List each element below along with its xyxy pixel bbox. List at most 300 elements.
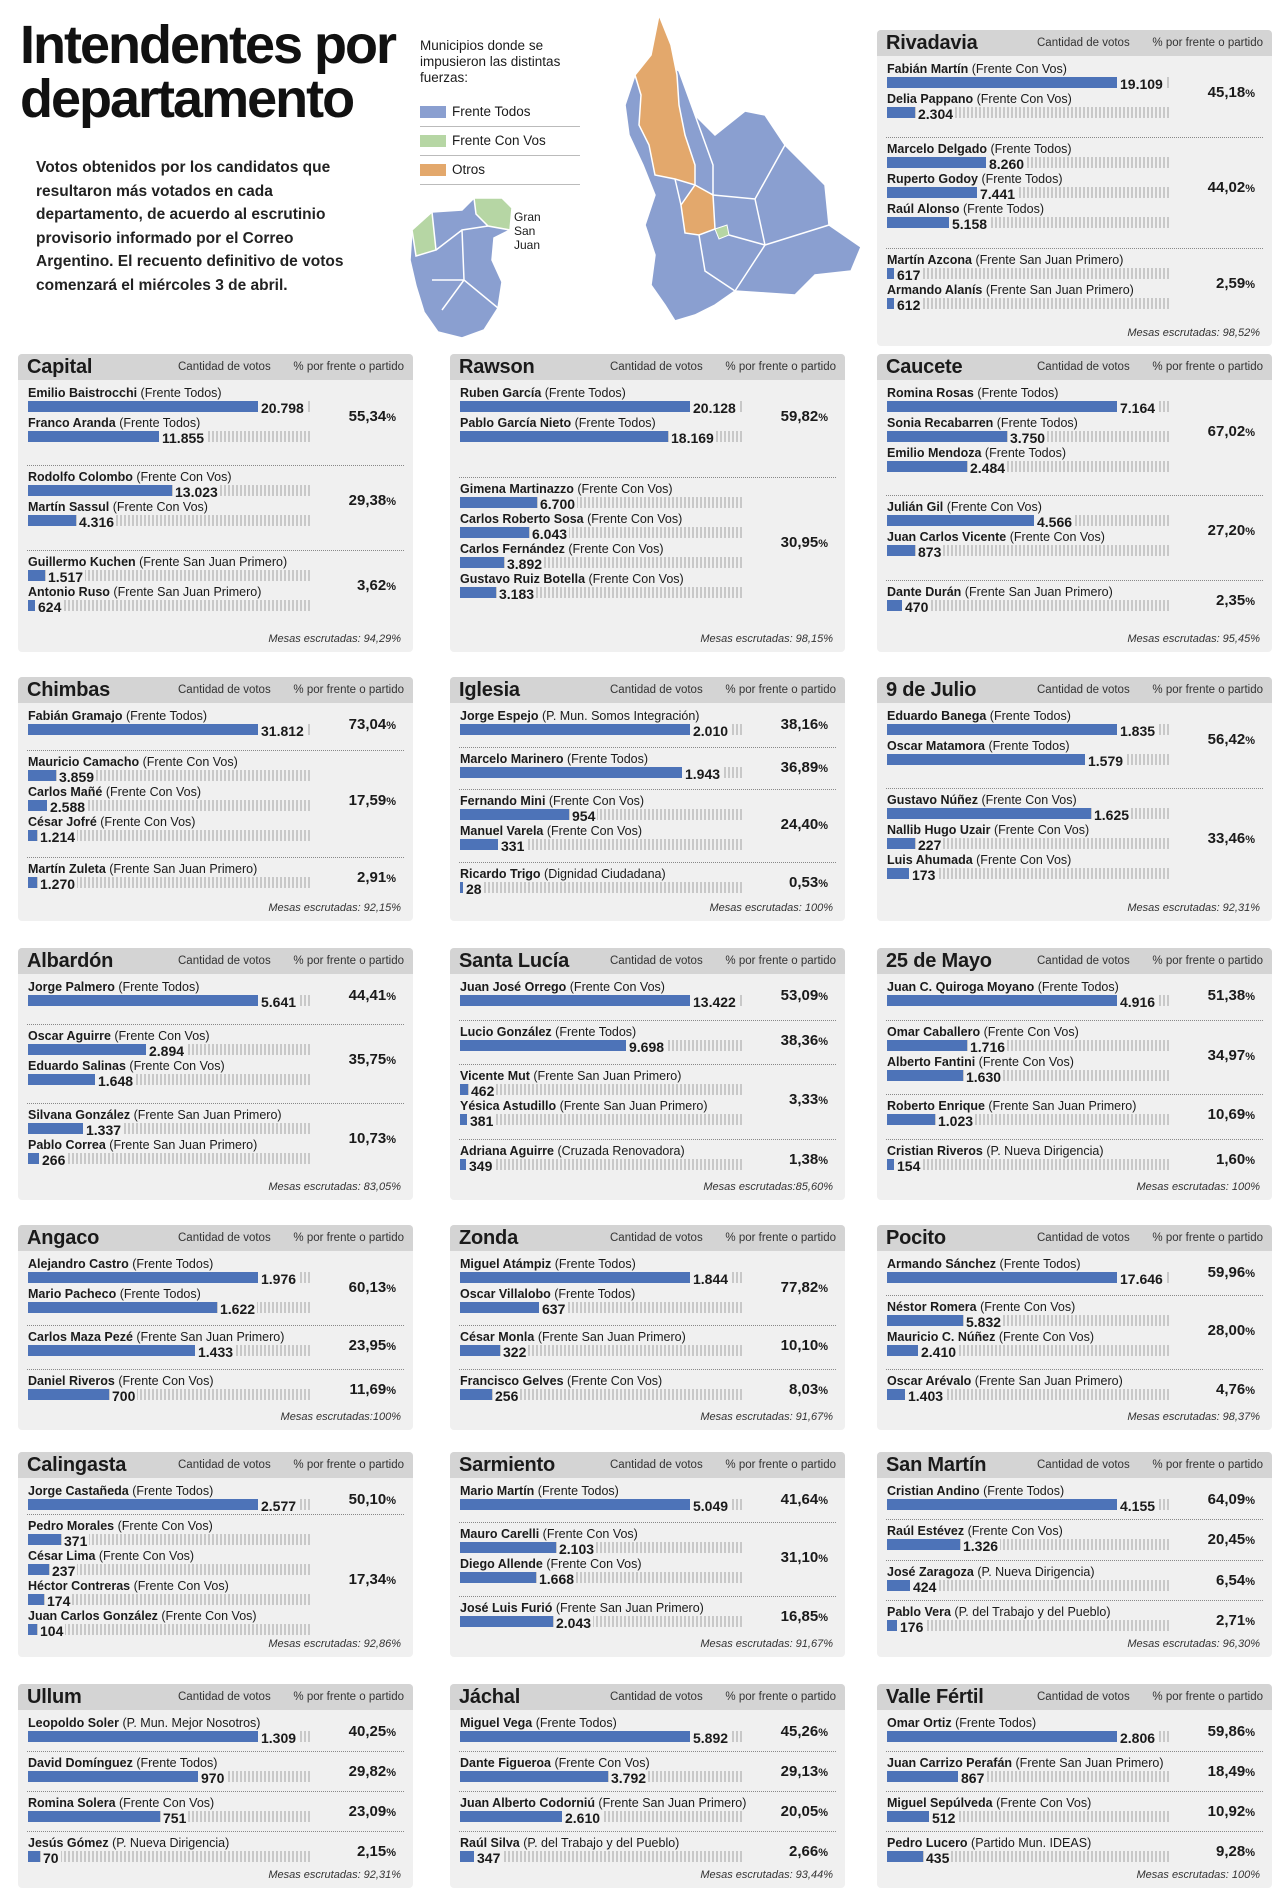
candidate-row <box>27 414 404 444</box>
vote-bar <box>460 1302 539 1313</box>
candidate-row <box>886 1834 1263 1864</box>
candidate-name: Carlos Mañé (Frente Con Vos) <box>28 785 201 800</box>
candidate-row <box>27 1255 404 1285</box>
vote-bar <box>28 1811 160 1822</box>
department-name: Rivadavia <box>886 31 978 54</box>
vote-bar <box>28 1594 44 1605</box>
party-percentage: 10,10% <box>780 1337 828 1355</box>
candidate-party: (P. del Trabajo y del Pueblo) <box>950 1604 1111 1619</box>
mesas-escrutadas: Mesas escrutadas: 83,05% <box>268 1181 401 1193</box>
candidate-name: Eduardo Salinas (Frente Con Vos) <box>28 1059 225 1073</box>
candidate-row <box>886 90 1263 120</box>
party-percentage: 2,91% <box>357 868 396 886</box>
vote-count: 266 <box>42 1152 66 1168</box>
party-group <box>459 1140 836 1184</box>
party-group <box>27 1712 404 1752</box>
candidate-row <box>459 1599 836 1629</box>
candidate-party: (Frente Todos) <box>128 1484 214 1498</box>
party-group <box>886 581 1263 634</box>
vote-count: 1.214 <box>40 829 76 846</box>
candidate-name: Raúl Alonso (Frente Todos) <box>887 202 1044 217</box>
vote-count: 2.010 <box>693 723 729 739</box>
candidate-party: (Frente Todos) <box>116 1287 201 1301</box>
vote-bar <box>887 401 1117 412</box>
vote-count: 174 <box>47 1593 71 1609</box>
candidate-row <box>459 1482 836 1512</box>
vote-count: 954 <box>572 808 596 824</box>
vote-bar <box>460 401 690 412</box>
party-group <box>459 1523 836 1596</box>
candidate-party: (Frente Todos) <box>951 1716 1037 1730</box>
party-percentage: 60,13% <box>348 1279 396 1296</box>
vote-count: 1.668 <box>539 1571 575 1588</box>
party-percentage: 23,95% <box>348 1337 396 1355</box>
candidate-name: Juan Carlos Vicente (Frente Con Vos) <box>887 530 1105 545</box>
vote-bar <box>887 157 986 168</box>
vote-count: 13.422 <box>693 994 736 1010</box>
panel-header <box>18 948 413 974</box>
candidate-party: (Frente Todos) <box>959 202 1044 217</box>
vote-count: 2.484 <box>970 460 1006 476</box>
vote-bar <box>887 724 1117 735</box>
vote-count: 5.832 <box>966 1314 1002 1331</box>
party-group <box>886 58 1263 138</box>
candidate-name: Raúl Estévez (Frente Con Vos) <box>887 1524 1063 1539</box>
candidate-name: Franco Aranda (Frente Todos) <box>28 416 201 430</box>
candidate-name: Raúl Silva (P. del Trabajo y del Pueblo) <box>460 1836 680 1850</box>
department-panel <box>877 1225 1272 1430</box>
vote-count: 13.023 <box>175 484 218 501</box>
legend-item-otros: Otros <box>420 156 580 185</box>
candidate-name: Alejandro Castro (Frente Todos) <box>28 1257 214 1271</box>
candidate-party: (Frente Con Vos) <box>978 793 1077 807</box>
party-group <box>27 382 404 466</box>
candidate-party: (Frente Con Vos) <box>995 1330 1094 1345</box>
candidate-name: Armando Sánchez (Frente Todos) <box>887 1257 1081 1271</box>
vote-count: 1.326 <box>963 1538 999 1555</box>
vote-count: 624 <box>38 598 62 615</box>
vote-bar <box>887 995 1117 1006</box>
candidate-row <box>27 978 404 1008</box>
party-percentage: 17,59% <box>348 792 396 810</box>
pct-column-header: % por frente o partido <box>293 361 404 373</box>
vote-count: 3.750 <box>1010 430 1046 446</box>
party-group <box>459 790 836 863</box>
candidate-name: César Jofré (Frente Con Vos) <box>28 815 196 830</box>
candidate-row <box>886 200 1263 233</box>
party-group <box>459 748 836 791</box>
department-panel <box>450 1452 845 1657</box>
mesas-escrutadas: Mesas escrutadas:85,60% <box>703 1181 833 1193</box>
candidate-party: (Frente Con Vos) <box>110 1029 210 1043</box>
department-name: Iglesia <box>459 678 520 701</box>
panel-header <box>18 677 413 703</box>
candidate-name: Oscar Arévalo (Frente San Juan Primero) <box>887 1373 1123 1388</box>
vote-bar <box>28 724 258 735</box>
candidate-name: Martín Zuleta (Frente San Juan Primero) <box>28 861 258 876</box>
candidate-name: Carlos Maza Pezé (Frente San Juan Primero) <box>28 1330 285 1345</box>
candidate-name: Romina Solera (Frente Con Vos) <box>28 1796 215 1810</box>
party-percentage: 59,96% <box>1207 1264 1255 1281</box>
department-name: 25 de Mayo <box>886 949 992 972</box>
candidate-party: (Frente Con Vos) <box>943 500 1042 515</box>
candidate-row <box>459 1255 836 1285</box>
candidate-row <box>886 1053 1263 1083</box>
department-name: Chimbas <box>27 678 111 701</box>
vote-bar <box>887 268 894 279</box>
vote-bar <box>460 767 682 778</box>
candidate-row <box>886 1603 1263 1633</box>
party-percentage: 6,54% <box>1216 1571 1255 1589</box>
candidate-name: Carlos Fernández (Frente Con Vos) <box>460 542 664 556</box>
votes-column-header: Cantidad de votos <box>178 1459 271 1471</box>
department-panel <box>877 677 1272 921</box>
party-percentage: 20,45% <box>1207 1531 1255 1549</box>
party-percentage: 77,82% <box>780 1279 828 1296</box>
candidate-row <box>886 1522 1263 1555</box>
candidate-party: (Frente Todos) <box>563 751 649 766</box>
candidate-row <box>886 1794 1263 1824</box>
votes-column-header: Cantidad de votos <box>610 1691 703 1703</box>
candidate-party: (Frente Con Vos) <box>95 1549 195 1563</box>
vote-count: 970 <box>201 1770 225 1786</box>
candidate-party: (Frente Con Vos) <box>543 824 643 838</box>
vote-count: 322 <box>503 1344 527 1361</box>
candidate-party: (Frente San Juan Primero) <box>552 1600 704 1615</box>
vote-bar <box>460 1851 474 1862</box>
vote-count: 462 <box>471 1083 495 1099</box>
candidate-name: Yésica Astudillo (Frente San Juan Primero) <box>460 1099 708 1113</box>
pct-column-header: % por frente o partido <box>1152 1691 1263 1703</box>
department-panel <box>877 354 1272 652</box>
party-percentage: 45,26% <box>780 1723 828 1740</box>
party-group <box>886 1520 1263 1560</box>
candidate-row <box>886 1023 1263 1053</box>
candidate-party: (Frente Con Vos) <box>976 1300 1076 1315</box>
party-percentage: 17,34% <box>348 1571 396 1588</box>
department-panel <box>18 1684 413 1888</box>
candidate-party: (Frente Con Vos) <box>114 1373 214 1388</box>
legend-swatch <box>420 164 446 176</box>
vote-bar <box>460 497 537 508</box>
candidate-party: (Frente Con Vos) <box>96 815 196 830</box>
candidate-name: César Lima (Frente Con Vos) <box>28 1549 195 1563</box>
votes-column-header: Cantidad de votos <box>610 955 703 967</box>
party-percentage: 45,18% <box>1207 84 1255 101</box>
vote-bar <box>28 1499 258 1510</box>
candidate-party: (Frente Con Vos) <box>139 755 238 770</box>
candidate-party: (Frente Todos) <box>977 172 1063 187</box>
candidate-name: Gimena Martinazzo (Frente Con Vos) <box>460 482 673 496</box>
vote-count: 1.433 <box>198 1344 234 1361</box>
candidate-name: Ruperto Godoy (Frente Todos) <box>887 172 1063 187</box>
department-name: San Martín <box>886 1453 987 1476</box>
candidate-name: Gustavo Ruiz Botella (Frente Con Vos) <box>460 572 684 586</box>
candidate-row <box>459 1097 836 1127</box>
vote-bar <box>460 1771 608 1782</box>
vote-count: 4.316 <box>79 514 115 531</box>
panel-header <box>877 1452 1272 1478</box>
party-percentage: 1,60% <box>1216 1150 1255 1168</box>
candidate-row <box>459 414 836 444</box>
candidate-name: Daniel Riveros (Frente Con Vos) <box>28 1373 214 1388</box>
votes-column-header: Cantidad de votos <box>610 1459 703 1471</box>
candidate-row <box>459 1142 836 1172</box>
mesas-escrutadas: Mesas escrutadas: 100% <box>1136 1181 1260 1193</box>
candidate-name: Cristian Riveros (P. Nueva Dirigencia) <box>887 1143 1104 1158</box>
party-group <box>886 1752 1263 1792</box>
department-panel <box>450 354 845 652</box>
candidate-party: (Frente Todos) <box>981 446 1066 460</box>
party-group <box>886 1140 1263 1184</box>
department-name: Sarmiento <box>459 1453 556 1476</box>
candidate-name: Cristian Andino (Frente Todos) <box>887 1484 1065 1498</box>
vote-count: 1.337 <box>86 1122 122 1138</box>
candidate-party: (Frente Con Vos) <box>132 470 232 485</box>
vote-count: 1.844 <box>693 1271 729 1287</box>
candidate-name: Carlos Roberto Sosa (Frente Con Vos) <box>460 512 683 526</box>
mesas-escrutadas: Mesas escrutadas: 100% <box>1136 1869 1260 1881</box>
candidate-party: (Frente San Juan Primero) <box>556 1099 708 1113</box>
vote-count: 1.943 <box>685 765 721 782</box>
pct-column-header: % por frente o partido <box>1152 1459 1263 1471</box>
candidate-name: Oscar Aguirre (Frente Con Vos) <box>28 1029 210 1043</box>
pct-column-header: % por frente o partido <box>293 684 404 696</box>
mesas-escrutadas: Mesas escrutadas: 96,30% <box>1127 1638 1260 1650</box>
candidate-row <box>459 1067 836 1097</box>
candidate-row <box>886 1097 1263 1127</box>
party-group <box>27 1370 404 1412</box>
candidate-name: Juan José Orrego (Frente Con Vos) <box>460 980 665 994</box>
candidate-row <box>27 1517 404 1547</box>
candidate-row <box>27 1714 404 1744</box>
candidate-row <box>27 1482 404 1512</box>
candidate-name: Juan C. Quiroga Moyano (Frente Todos) <box>887 980 1119 994</box>
candidate-row <box>459 480 836 510</box>
candidate-party: (Frente Todos) <box>551 1024 637 1039</box>
candidate-name: Rodolfo Colombo (Frente Con Vos) <box>28 470 232 485</box>
party-percentage: 2,59% <box>1216 274 1255 292</box>
pct-column-header: % por frente o partido <box>1152 37 1263 49</box>
party-group <box>27 976 404 1025</box>
candidate-party: (Frente Con Vos) <box>968 62 1067 76</box>
party-percentage: 41,64% <box>780 1491 828 1508</box>
pct-column-header: % por frente o partido <box>725 684 836 696</box>
party-percentage: 0,53% <box>789 873 828 891</box>
party-group <box>27 1104 404 1182</box>
candidate-name: Pedro Lucero (Partido Mun. IDEAS) <box>887 1836 1092 1850</box>
party-group <box>459 1832 836 1871</box>
candidate-row <box>886 384 1263 414</box>
votes-column-header: Cantidad de votos <box>610 361 703 373</box>
vote-bar <box>887 461 967 472</box>
vote-count: 70 <box>43 1850 59 1866</box>
department-panel <box>450 1225 845 1430</box>
party-group <box>459 705 836 748</box>
intro-text: Votos obtenidos por los candidatos que resultaron más votados en cada departamento, de acuerdo al escrutinio provisorio informado por el Correo Argentino. El recuento definitivo de votos comenzará el miércoles 3 de abril. <box>36 159 344 294</box>
candidate-party: (Frente Con Vos) <box>114 1519 213 1533</box>
candidate-party: (Dignidad Ciudadana) <box>540 866 666 881</box>
vote-count: 173 <box>912 867 936 883</box>
department-name: Capital <box>27 355 93 378</box>
vote-bar <box>28 1851 40 1862</box>
candidate-name: Ruben García (Frente Todos) <box>460 386 626 400</box>
votes-column-header: Cantidad de votos <box>1037 955 1130 967</box>
candidate-name: Gustavo Núñez (Frente Con Vos) <box>887 793 1077 807</box>
party-group <box>27 1792 404 1832</box>
legend-item-frente-todos: Frente Todos <box>420 98 580 127</box>
pct-column-header: % por frente o partido <box>293 1232 404 1244</box>
vote-count: 1.716 <box>970 1038 1006 1055</box>
panel-header <box>450 354 845 380</box>
vote-count: 1.270 <box>40 875 76 892</box>
vote-bar <box>887 808 1091 819</box>
party-group <box>459 1792 836 1832</box>
panel-header <box>877 354 1272 380</box>
candidate-row <box>459 1555 836 1588</box>
party-group <box>886 382 1263 496</box>
candidate-party: (Frente San Juan Primero) <box>132 1330 285 1345</box>
vote-count: 28 <box>466 880 482 897</box>
party-percentage: 10,69% <box>1207 1106 1255 1123</box>
candidate-row <box>27 753 404 786</box>
vote-bar <box>28 1123 83 1134</box>
candidate-name: Fabián Martín (Frente Con Vos) <box>887 62 1067 76</box>
candidate-party: (Frente Con Vos) <box>964 1524 1063 1539</box>
candidate-party: (Frente Todos) <box>993 416 1078 430</box>
vote-count: 3.859 <box>59 769 95 786</box>
votes-column-header: Cantidad de votos <box>1037 37 1130 49</box>
department-panel <box>450 677 845 921</box>
candidate-party: (Frente San Juan Primero) <box>130 1108 282 1122</box>
vote-count: 1.023 <box>938 1113 974 1129</box>
candidate-name: Pablo García Nieto (Frente Todos) <box>460 416 656 430</box>
vote-count: 637 <box>542 1301 566 1317</box>
party-group <box>27 1253 404 1326</box>
party-percentage: 3,33% <box>789 1091 828 1108</box>
candidate-party: (P. del Trabajo y del Pueblo) <box>519 1836 680 1850</box>
candidate-party: (Frente Todos) <box>973 386 1059 400</box>
candidate-party: (Frente Con Vos) <box>125 1059 225 1073</box>
candidate-party: (Frente Con Vos) <box>1006 530 1105 545</box>
candidate-name: Omar Caballero (Frente Con Vos) <box>887 1024 1079 1039</box>
mesas-escrutadas: Mesas escrutadas: 92,31% <box>268 1869 401 1881</box>
panel-header <box>18 1225 413 1251</box>
party-percentage: 11,69% <box>349 1380 396 1398</box>
department-name: Rawson <box>459 355 535 378</box>
party-group <box>459 478 836 633</box>
candidate-name: Mauro Carelli (Frente Con Vos) <box>460 1527 638 1542</box>
pct-column-header: % por frente o partido <box>725 1459 836 1471</box>
votes-column-header: Cantidad de votos <box>178 1691 271 1703</box>
candidate-row <box>27 707 404 737</box>
vote-count: 3.183 <box>499 586 535 602</box>
candidate-row <box>459 707 836 737</box>
candidate-party: (Frente San Juan Primero) <box>594 1796 747 1810</box>
vote-bar <box>460 527 529 538</box>
candidate-row <box>459 1754 836 1784</box>
candidate-party: (Cruzada Renovadora) <box>554 1143 685 1158</box>
mesas-escrutadas: Mesas escrutadas: 92,86% <box>268 1638 401 1650</box>
vote-bar <box>460 1272 690 1283</box>
party-percentage: 3,62% <box>357 576 396 594</box>
candidate-party: (Frente San Juan Primero) <box>1012 1756 1164 1770</box>
party-percentage: 9,28% <box>1216 1843 1255 1860</box>
party-percentage: 44,02% <box>1207 179 1255 197</box>
candidate-row <box>459 540 836 570</box>
candidate-party: (Frente Todos) <box>551 1257 636 1271</box>
candidate-name: Mario Martín (Frente Todos) <box>460 1484 619 1498</box>
legend-swatch <box>420 106 446 118</box>
vote-bar <box>887 1114 935 1125</box>
vote-count: 612 <box>897 296 921 313</box>
candidate-row <box>27 1372 404 1402</box>
vote-count: 1.835 <box>1120 723 1156 739</box>
candidate-party: (Frente Todos) <box>532 1716 617 1730</box>
party-group <box>27 551 404 634</box>
party-group <box>27 751 404 857</box>
mesas-escrutadas: Mesas escrutadas: 91,67% <box>700 1638 833 1650</box>
candidate-row <box>27 783 404 816</box>
party-percentage: 56,42% <box>1207 731 1255 748</box>
vote-bar <box>887 1851 923 1862</box>
vote-count: 331 <box>501 838 525 854</box>
vote-count: 1.976 <box>261 1271 297 1287</box>
candidate-party: (Frente Todos) <box>550 1287 636 1301</box>
candidate-name: Leopoldo Soler (P. Mun. Mejor Nosotros) <box>28 1716 261 1730</box>
candidate-row <box>886 528 1263 561</box>
vote-count: 867 <box>961 1770 985 1786</box>
candidate-name: Eduardo Banega (Frente Todos) <box>887 709 1071 723</box>
legend-item-frente-con-vos: Frente Con Vos <box>420 127 580 156</box>
candidate-row <box>27 1547 404 1577</box>
candidate-row <box>459 1714 836 1744</box>
vote-count: 256 <box>495 1387 519 1404</box>
vote-bar <box>28 515 76 526</box>
candidate-name: Ricardo Trigo (Dignidad Ciudadana) <box>460 866 666 881</box>
party-group <box>459 1253 836 1326</box>
candidate-name: Fabián Gramajo (Frente Todos) <box>28 709 208 723</box>
party-percentage: 16,85% <box>780 1607 828 1625</box>
candidate-name: David Domínguez (Frente Todos) <box>28 1756 218 1770</box>
candidate-party: (Frente San Juan Primero) <box>534 1330 686 1345</box>
party-group <box>886 789 1263 902</box>
panel-header <box>877 948 1272 974</box>
party-percentage: 4,76% <box>1216 1380 1255 1398</box>
candidate-row <box>459 1834 836 1864</box>
party-percentage: 24,40% <box>780 816 828 833</box>
vote-count: 3.892 <box>507 556 543 572</box>
candidate-row <box>886 281 1263 311</box>
candidate-party: (Frente San Juan Primero) <box>961 584 1113 599</box>
candidate-name: Mario Pacheco (Frente Todos) <box>28 1287 201 1301</box>
department-name: 9 de Julio <box>886 678 977 701</box>
vote-bar <box>887 754 1085 765</box>
vote-bar <box>887 838 915 849</box>
vote-count: 4.155 <box>1120 1498 1156 1514</box>
vote-bar <box>887 431 1007 442</box>
vote-bar <box>887 1499 1117 1510</box>
candidate-party: (Frente Con Vos) <box>973 92 1072 106</box>
candidate-name: César Monla (Frente San Juan Primero) <box>460 1330 686 1345</box>
candidate-name: Romina Rosas (Frente Todos) <box>887 386 1059 400</box>
department-panel <box>18 948 413 1200</box>
party-percentage: 30,95% <box>780 534 828 551</box>
vote-count: 347 <box>477 1850 501 1866</box>
party-percentage: 64,09% <box>1207 1491 1255 1508</box>
candidate-name: Miguel Atámpiz (Frente Todos) <box>460 1257 636 1271</box>
candidate-name: Francisco Gelves (Frente Con Vos) <box>460 1373 663 1388</box>
